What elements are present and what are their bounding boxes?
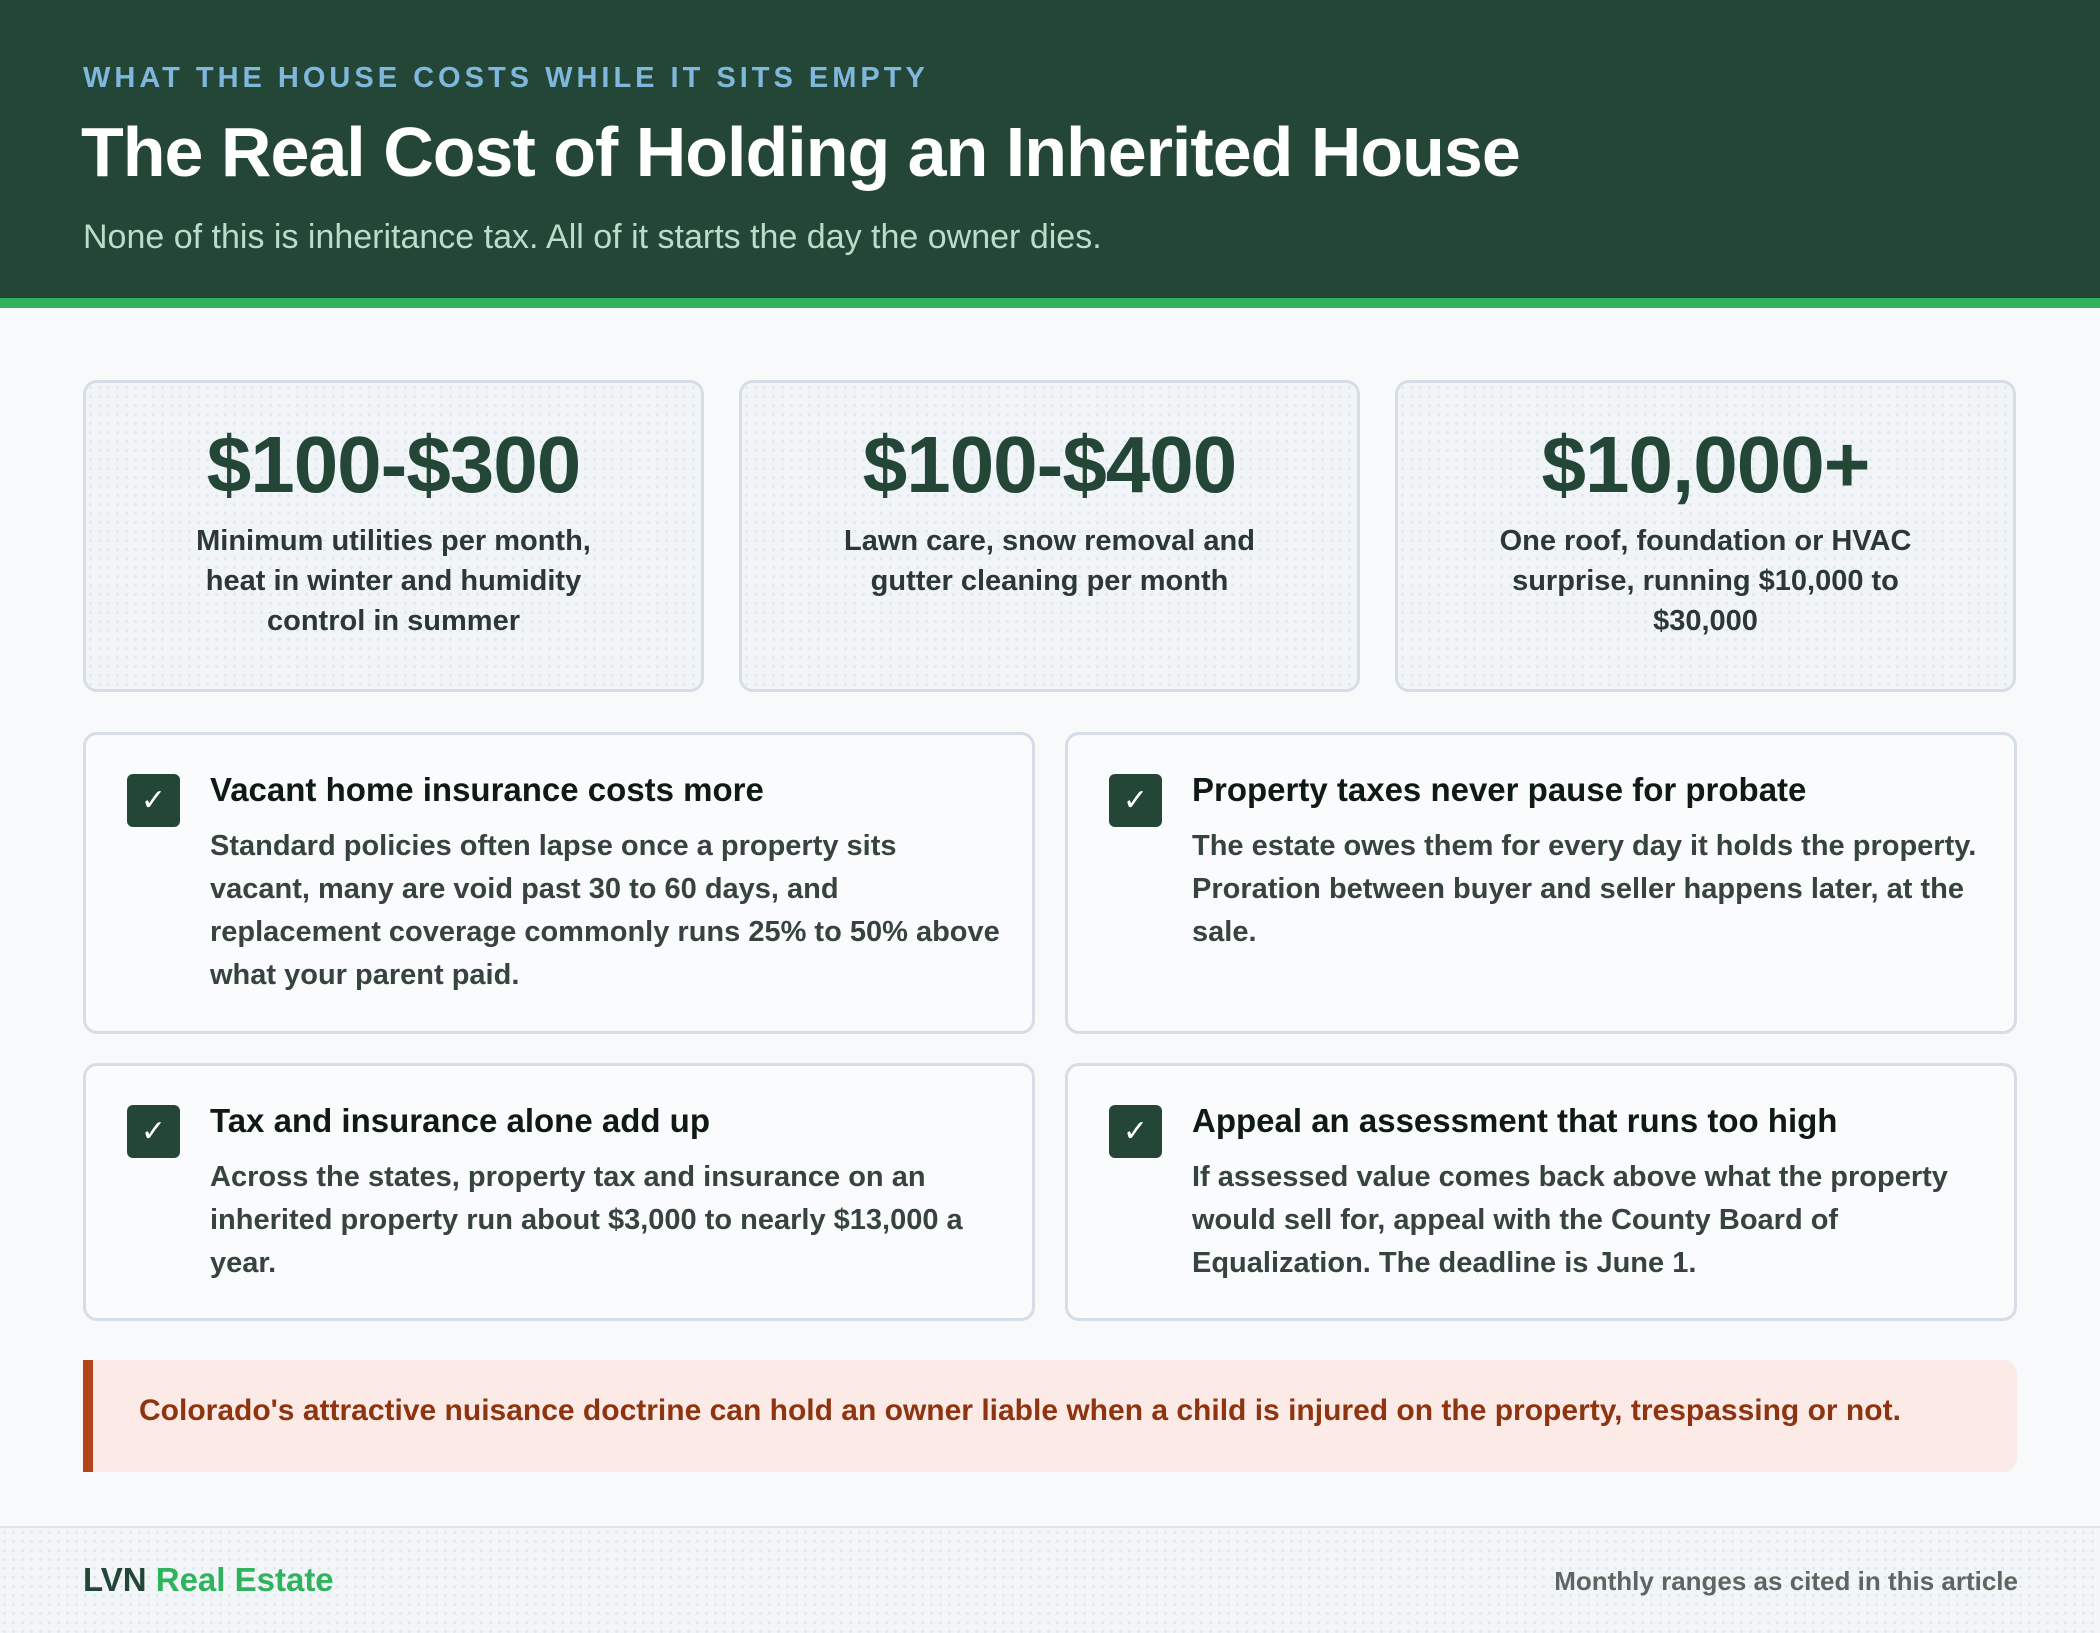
checkmark-icon: ✓ [127,1105,180,1158]
info-card-property-taxes [1065,732,2017,1034]
card-title: Appeal an assessment that runs too high [1192,1102,1838,1139]
page-subtitle: None of this is inheritance tax. All of it starts the day the owner dies. [83,218,1102,256]
stat-description: One roof, foundation or HVAC surprise, running $10,000 to $30,000 [1499,525,1912,637]
stat-description: Minimum utilities per month, heat in winter and humidity control in summer [196,525,591,637]
card-body: The estate owes them for every day it holds the property. Proration between buyer and seller happens later, at the sale. [1192,830,1977,948]
callout-text: Colorado's attractive nuisance doctrine can hold an owner liable when a child is injured on the property, trespassing or not. [139,1394,1901,1427]
card-body: Standard policies often lapse once a property sits vacant, many are void past 30 to 60 days, and replacement coverage commonly runs 25% to 50% above what your parent paid. [210,830,1000,991]
stat-value: $100-$400 [862,420,1237,509]
header-banner [0,0,2100,308]
stat-value: $10,000+ [1541,420,1870,509]
stat-description: Lawn care, snow removal and gutter cleaning per month [844,525,1255,597]
card-title: Vacant home insurance costs more [210,771,764,808]
card-body: If assessed value comes back above what the property would sell for, appeal with the County Board of Equalization. The deadline is June 1. [1192,1161,1948,1279]
info-card-insurance [83,732,1035,1034]
brand-accent: Real Estate [155,1561,334,1598]
stat-card-maintenance [739,380,1360,692]
card-title: Property taxes never pause for probate [1192,771,1807,808]
checkmark-icon: ✓ [1109,774,1162,827]
brand-prefix: LVN [83,1561,147,1598]
info-card-appeal [1065,1063,2017,1321]
stat-card-repairs [1395,380,2016,692]
liability-callout [83,1360,2017,1472]
checkmark-icon: ✓ [127,774,180,827]
footer [0,1526,2100,1633]
info-card-tax-insurance [83,1063,1035,1321]
card-title: Tax and insurance alone add up [210,1102,710,1139]
card-body: Across the states, property tax and insurance on an inherited property run about $3,000 to nearly $13,000 a year. [210,1161,963,1279]
brand-logo [83,1561,334,1599]
stat-value: $100-$300 [206,420,581,509]
page-title: The Real Cost of Holding an Inherited House [81,113,1520,191]
footer-note: Monthly ranges as cited in this article [1554,1566,2018,1596]
checkmark-icon: ✓ [1109,1105,1162,1158]
eyebrow-label: WHAT THE HOUSE COSTS WHILE IT SITS EMPTY [83,62,929,94]
stat-card-utilities [83,380,704,692]
